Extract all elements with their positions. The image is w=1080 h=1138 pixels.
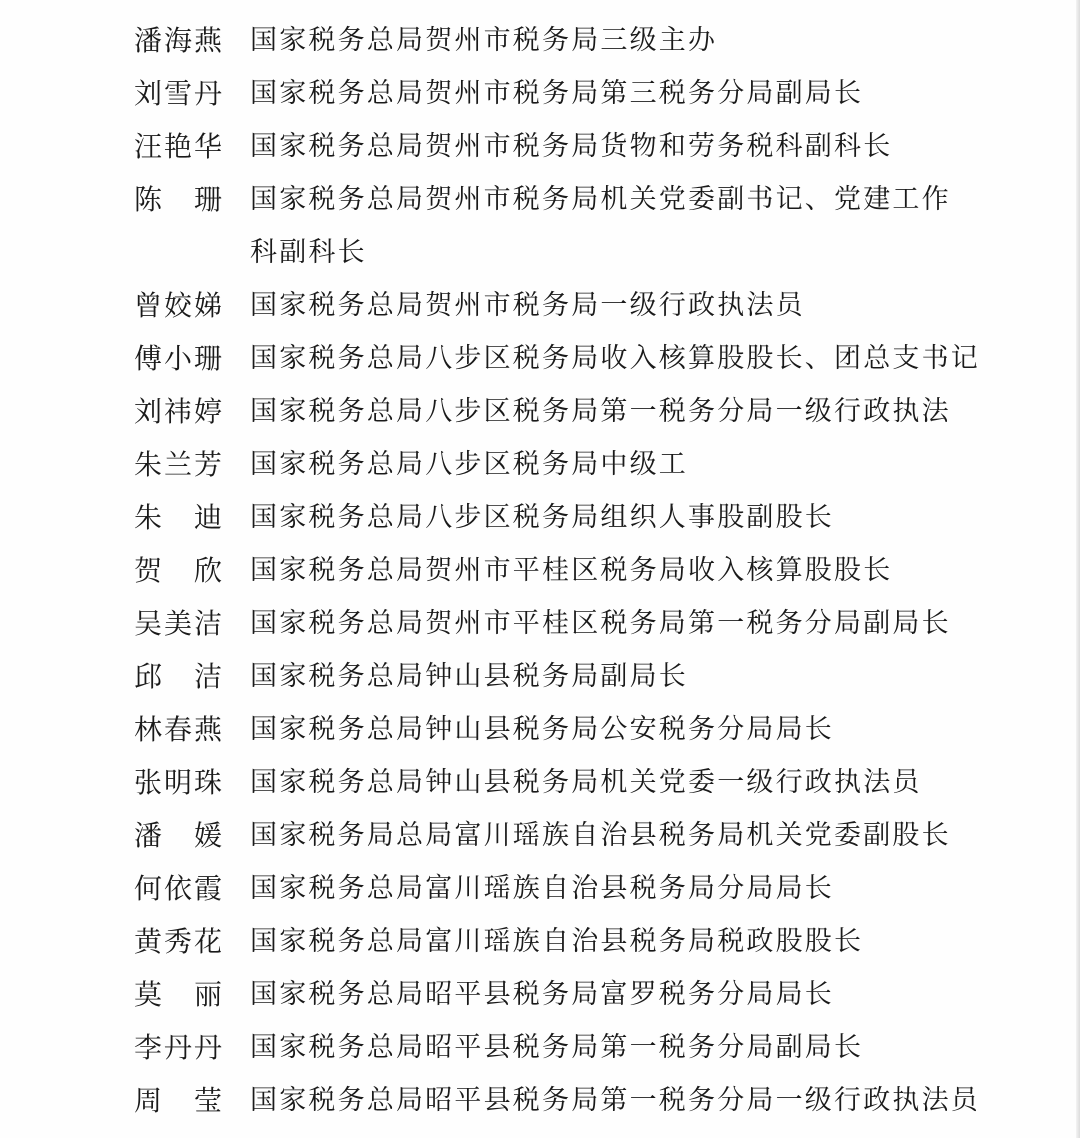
person-name: 曾姣娣	[134, 289, 222, 322]
list-item	[0, 279, 1080, 332]
person-title: 国家税务总局昭平县税务局富罗税务分局局长	[250, 979, 834, 1010]
list-item	[0, 544, 1080, 597]
person-name: 林春燕	[134, 713, 222, 746]
person-title: 国家税务总局八步区税务局收入核算股股长、团总支书记	[250, 343, 980, 374]
list-item	[0, 67, 1080, 120]
person-title: 国家税务总局贺州市税务局机关党委副书记、党建工作	[250, 184, 951, 215]
list-item	[0, 385, 1080, 438]
person-title: 国家税务总局贺州市税务局货物和劳务税科副科长	[250, 131, 893, 162]
person-title: 国家税务总局贺州市税务局第三税务分局副局长	[250, 78, 864, 109]
person-title-continued: 科副科长	[250, 237, 367, 268]
person-title: 国家税务总局钟山县税务局副局长	[250, 661, 688, 692]
person-title: 国家税务总局钟山县税务局公安税务分局局长	[250, 714, 834, 745]
list-item	[0, 491, 1080, 544]
person-name: 周 莹	[134, 1084, 222, 1117]
person-title: 国家税务总局八步区税务局第一税务分局一级行政执法	[250, 396, 951, 427]
person-name: 李丹丹	[134, 1031, 222, 1064]
list-item	[0, 1074, 1080, 1127]
person-name: 贺 欣	[134, 554, 222, 587]
person-title: 国家税务总局昭平县税务局第一税务分局副局长	[250, 1032, 864, 1063]
person-name: 何依霞	[134, 872, 222, 905]
list-item	[0, 703, 1080, 756]
person-name: 朱 迪	[134, 501, 222, 534]
person-title: 国家税务总局富川瑶族自治县税务局税政股股长	[250, 926, 864, 957]
person-name: 汪艳华	[134, 130, 222, 163]
person-name: 刘祎婷	[134, 395, 222, 428]
list-item	[0, 915, 1080, 968]
list-item	[0, 862, 1080, 915]
person-title: 国家税务总局钟山县税务局机关党委一级行政执法员	[250, 767, 922, 798]
person-title: 国家税务总局贺州市平桂区税务局第一税务分局副局长	[250, 608, 951, 639]
person-name: 邱 洁	[134, 660, 222, 693]
person-name: 傅小珊	[134, 342, 222, 375]
person-title: 国家税务局总局富川瑶族自治县税务局机关党委副股长	[250, 820, 951, 851]
list-item	[0, 597, 1080, 650]
person-title: 国家税务总局贺州市税务局一级行政执法员	[250, 290, 805, 321]
list-item	[0, 756, 1080, 809]
personnel-list	[0, 14, 1080, 1127]
person-name: 黄秀花	[134, 925, 222, 958]
list-item	[0, 120, 1080, 173]
list-item	[0, 809, 1080, 862]
person-title: 国家税务总局昭平县税务局第一税务分局一级行政执法员	[250, 1085, 980, 1116]
person-title: 国家税务总局富川瑶族自治县税务局分局局长	[250, 873, 834, 904]
person-name: 陈 珊	[134, 183, 222, 216]
person-name: 莫 丽	[134, 978, 222, 1011]
person-name: 潘 媛	[134, 819, 222, 852]
person-name: 吴美洁	[134, 607, 222, 640]
person-name: 张明珠	[134, 766, 222, 799]
list-item	[0, 438, 1080, 491]
list-item	[0, 968, 1080, 1021]
list-item	[0, 1021, 1080, 1074]
person-name: 朱兰芳	[134, 448, 222, 481]
person-title: 国家税务总局八步区税务局中级工	[250, 449, 688, 480]
list-item	[0, 332, 1080, 385]
list-item	[0, 14, 1080, 67]
person-title: 国家税务总局八步区税务局组织人事股副股长	[250, 502, 834, 533]
person-title: 国家税务总局贺州市平桂区税务局收入核算股股长	[250, 555, 893, 586]
list-item	[0, 650, 1080, 703]
person-title: 国家税务总局贺州市税务局三级主办	[250, 25, 718, 56]
person-name: 刘雪丹	[134, 77, 222, 110]
person-name: 潘海燕	[134, 24, 222, 57]
list-item	[0, 173, 1080, 279]
